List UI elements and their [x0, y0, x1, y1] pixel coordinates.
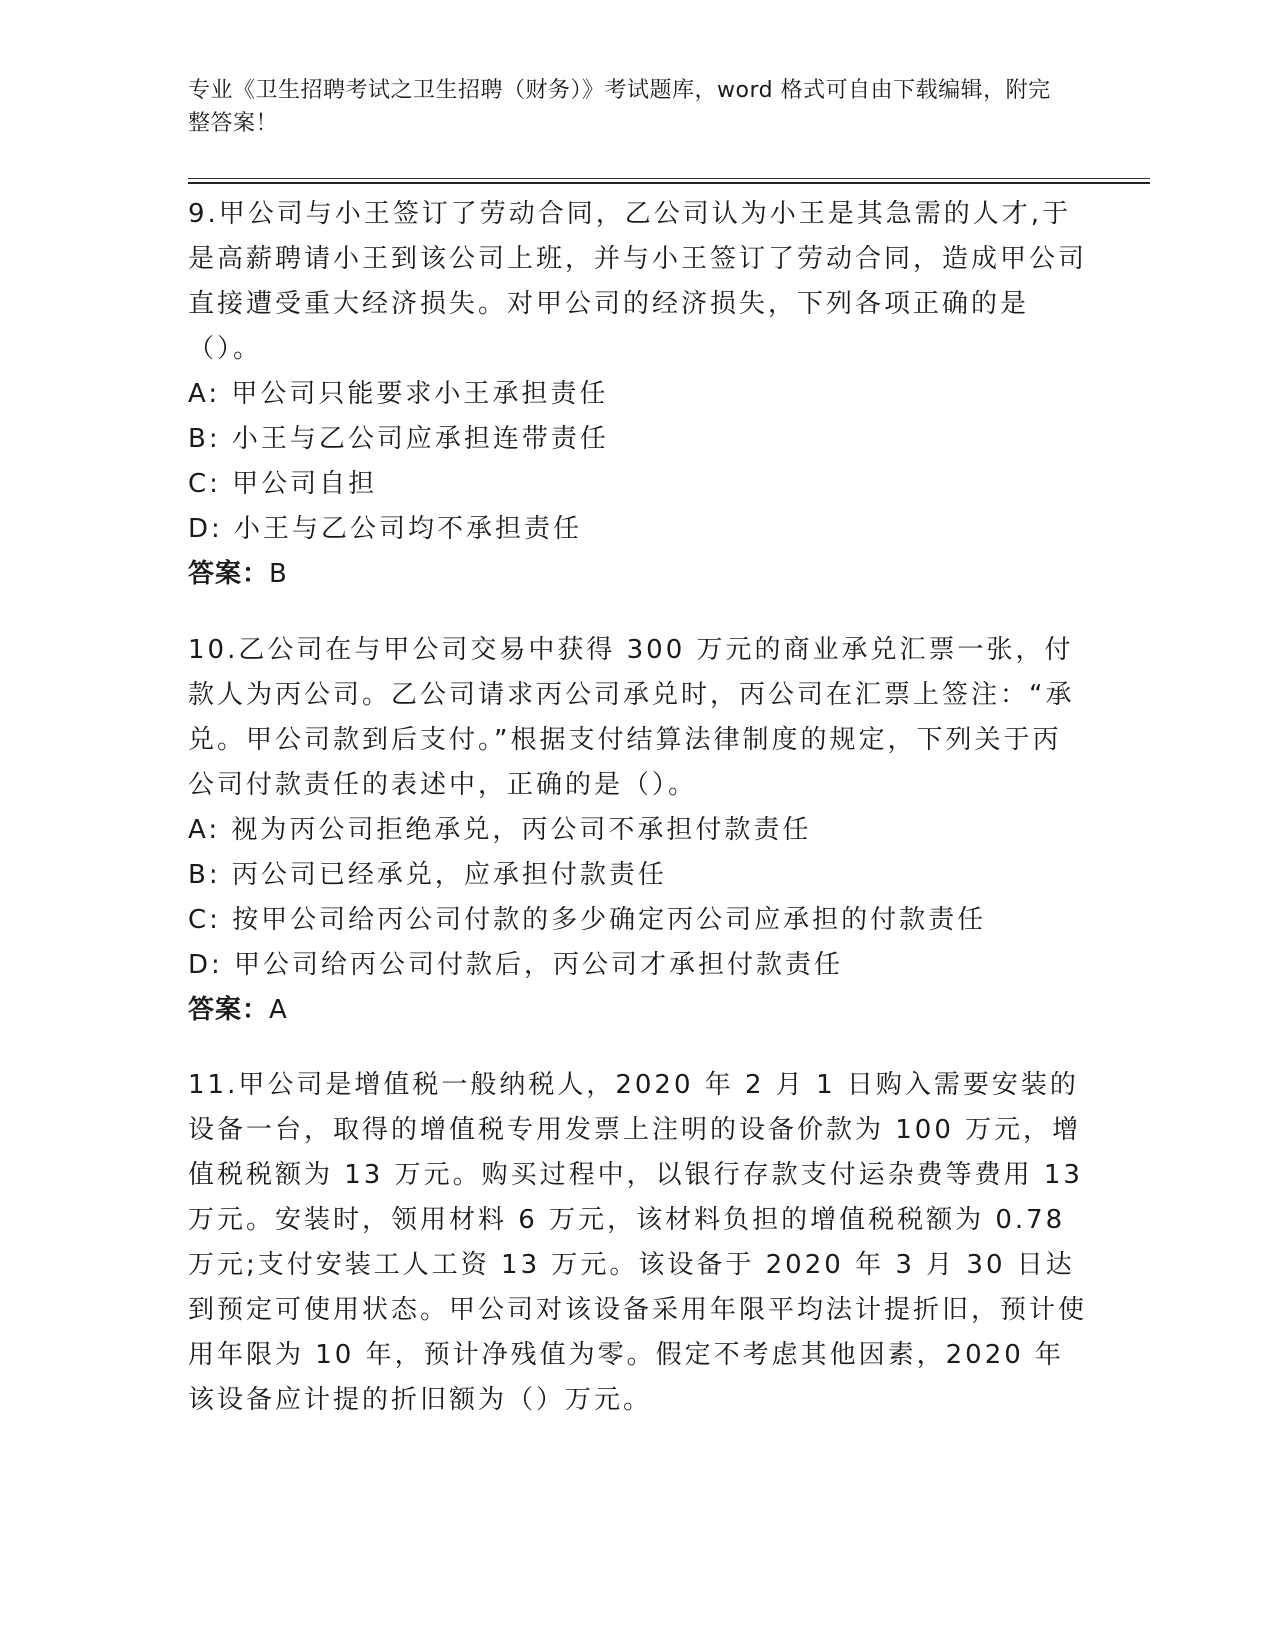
header-divider-thin: [188, 178, 1150, 179]
answer: [188, 552, 1088, 597]
answer-value: B: [269, 559, 288, 589]
answer-value: A: [269, 995, 288, 1025]
question-11: [188, 1063, 1088, 1423]
option-a: A: 甲公司只能要求小王承担责任: [188, 379, 609, 409]
option-c: C: 按甲公司给丙公司付款的多少确定丙公司应承担的付款责任: [188, 905, 987, 935]
option-b: B: 丙公司已经承兑，应承担付款责任: [188, 860, 667, 890]
option-c: C: 甲公司自担: [188, 469, 378, 499]
option-b: B: 小王与乙公司应承担连带责任: [188, 424, 609, 454]
question-stem: 10.乙公司在与甲公司交易中获得 300 万元的商业承兑汇票一张，付款人为丙公司。乙公司请求丙公司承兑时，丙公司在汇票上签注：“承兑。甲公司款到后支付。”根据支付结算法律制度的规定，下列关于丙公司付款责任的表述中，正确的是（）。: [188, 635, 1075, 800]
answer: [188, 988, 1088, 1033]
question-stem: 11.甲公司是增值税一般纳税人，2020 年 2 月 1 日购入需要安装的设备一台，取得的增值税专用发票上注明的设备价款为 100 万元，增值税税额为 13 万元。购买过程中，以银行存款支付运杂费等费用 13 万元。安装时，领用材料 6 万元，该材料负担的增值税税额为 0.78 万元;支付安装工人工资 13 万元。该设备于 2020 年 3 月 30 日达到预定可使用状态。甲公司对该设备采用年限平均法计提折旧，预计使用年限为 10 年，预计净残值为零。假定不考虑其他因素，2020 年该设备应计提的折旧额为（）万元。: [188, 1070, 1088, 1415]
answer-label: 答案：: [188, 559, 270, 589]
option-a: A: 视为丙公司拒绝承兑，丙公司不承担付款责任: [188, 815, 812, 845]
question-10: [188, 628, 1088, 1033]
header-divider-thick: [188, 182, 1150, 184]
question-9: [188, 192, 1088, 597]
question-stem: 9.甲公司与小王签订了劳动合同，乙公司认为小王是其急需的人才,于是高薪聘请小王到该公司上班，并与小王签订了劳动合同，造成甲公司直接遭受重大经济损失。对甲公司的经济损失，下列各项正确的是（）。: [188, 199, 1088, 364]
document-header: 专业《卫生招聘考试之卫生招聘（财务）》考试题库，word 格式可自由下载编辑，附完整答案！: [188, 78, 1051, 136]
answer-label: 答案：: [188, 995, 270, 1025]
option-d: D: 小王与乙公司均不承担责任: [188, 514, 583, 544]
option-d: D: 甲公司给丙公司付款后，丙公司才承担付款责任: [188, 950, 844, 980]
